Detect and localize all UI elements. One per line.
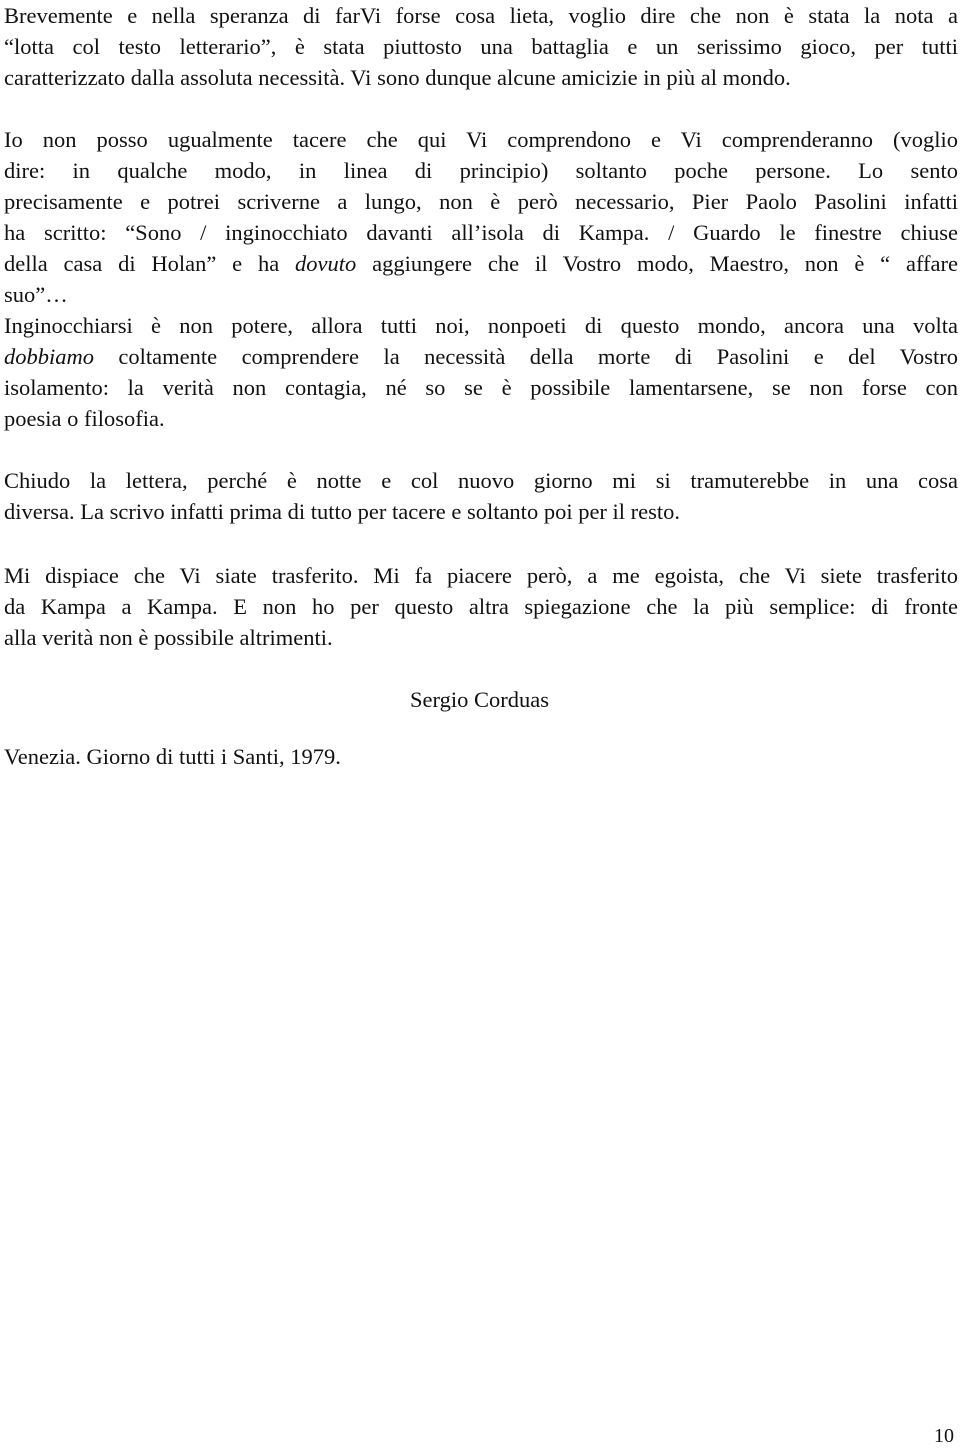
text-line-with-italic: della casa di Holan” e ha dovuto aggiungere che il Vostro modo, Maestro, non è “ affare bbox=[4, 251, 958, 276]
text-line: suo”… bbox=[4, 282, 68, 307]
place-and-date: Venezia. Giorno di tutti i Santi, 1979. bbox=[4, 744, 341, 769]
text-line: ha scritto: “Sono / inginocchiato davanti all’isola di Kampa. / Guardo le finestre chiuse bbox=[4, 220, 958, 245]
text-line: precisamente e potrei scriverne a lungo, non è però necessario, Pier Paolo Pasolini infatti bbox=[4, 189, 958, 214]
text-line: poesia o filosofia. bbox=[4, 406, 165, 431]
text-line: da Kampa a Kampa. E non ho per questo altra spiegazione che la più semplice: di fronte bbox=[4, 594, 958, 619]
text-line: caratterizzato dalla assoluta necessità. Vi sono dunque alcune amicizie in più al mondo. bbox=[4, 65, 791, 90]
text-line: Io non posso ugualmente tacere che qui Vi comprendono e Vi comprenderanno (voglio bbox=[4, 127, 958, 152]
paragraph-pasolini bbox=[4, 124, 958, 434]
text-line: “lotta col testo letterario”, è stata piuttosto una battaglia e un serissimo gioco, per tutti bbox=[4, 34, 958, 59]
paragraph-kampa bbox=[4, 560, 958, 653]
text-line: Brevemente e nella speranza di farVi forse cosa lieta, voglio dire che non è stata la nota a bbox=[4, 3, 958, 28]
text-line: Mi dispiace che Vi siate trasferito. Mi fa piacere però, a me egoista, che Vi siete trasferito bbox=[4, 563, 958, 588]
text-line: dire: in qualche modo, in linea di principio) soltanto poche persone. Lo sento bbox=[4, 158, 958, 183]
text-line-with-italic: dobbiamo coltamente comprendere la necessità della morte di Pasolini e del Vostro bbox=[4, 344, 958, 369]
signature: Sergio Corduas bbox=[410, 687, 549, 712]
paragraph-intro bbox=[4, 0, 958, 93]
text-line: alla verità non è possibile altrimenti. bbox=[4, 625, 333, 650]
italic-word: dovuto bbox=[295, 251, 357, 276]
text-line: Inginocchiarsi è non potere, allora tutti noi, nonpoeti di questo mondo, ancora una volta bbox=[4, 313, 958, 338]
page-number: 10 bbox=[934, 1425, 954, 1447]
text-line: Chiudo la lettera, perché è notte e col nuovo giorno mi si tramuterebbe in una cosa bbox=[4, 468, 958, 493]
paragraph-closing bbox=[4, 465, 958, 527]
text-line: diversa. La scrivo infatti prima di tutto per tacere e soltanto poi per il resto. bbox=[4, 499, 681, 524]
text-line: isolamento: la verità non contagia, né so se è possibile lamentarsene, se non forse con bbox=[4, 375, 958, 400]
italic-word: dobbiamo bbox=[4, 344, 94, 369]
